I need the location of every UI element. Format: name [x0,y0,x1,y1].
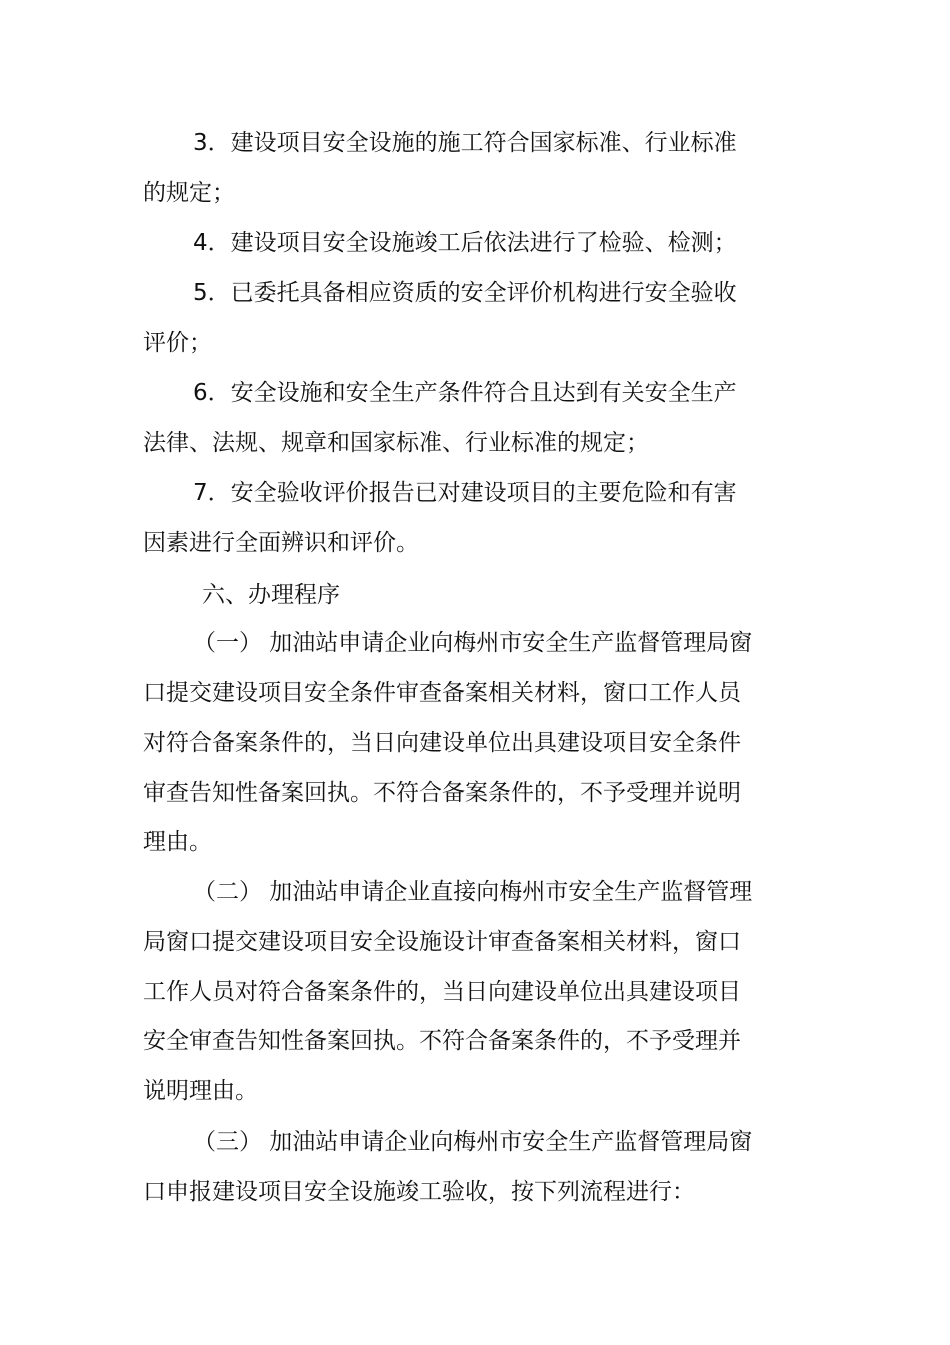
step-1-line-5: 理由。 [143,829,212,855]
step-1-line-1: （一） 加油站申请企业向梅州市安全生产监督管理局窗 [193,630,753,656]
step-1-line-3: 对符合备案条件的，当日向建设单位出具建设项目安全条件 [143,730,741,756]
step-3-line-1: （三） 加油站申请企业向梅州市安全生产监督管理局窗 [193,1129,753,1155]
item-5-line-1: 5．已委托具备相应资质的安全评价机构进行安全验收 [193,280,737,306]
step-1-line-2: 口提交建设项目安全条件审查备案相关材料，窗口工作人员 [143,680,741,706]
item-3-line-1: 3．建设项目安全设施的施工符合国家标准、行业标准 [193,130,737,156]
item-3-line-2: 的规定； [143,180,235,206]
step-2-line-1: （二） 加油站申请企业直接向梅州市安全生产监督管理 [193,879,753,905]
step-2-line-2: 局窗口提交建设项目安全设施设计审查备案相关材料，窗口 [143,929,741,955]
step-2-line-5: 说明理由。 [143,1078,258,1104]
step-3-line-2: 口申报建设项目安全设施竣工验收，按下列流程进行： [143,1179,695,1205]
item-4-line-1: 4．建设项目安全设施竣工后依法进行了检验、检测； [193,230,737,256]
step-2-line-4: 安全审查告知性备案回执。不符合备案条件的，不予受理并 [143,1028,741,1054]
item-7-line-1: 7．安全验收评价报告已对建设项目的主要危险和有害 [193,480,737,506]
item-6-line-2: 法律、法规、规章和国家标准、行业标准的规定； [143,430,649,456]
section-heading: 六、办理程序 [202,582,340,608]
item-6-line-1: 6．安全设施和安全生产条件符合且达到有关安全生产 [193,380,737,406]
item-7-line-2: 因素进行全面辨识和评价。 [143,530,419,556]
step-2-line-3: 工作人员对符合备案条件的，当日向建设单位出具建设项目 [143,979,741,1005]
step-1-line-4: 审查告知性备案回执。不符合备案条件的，不予受理并说明 [143,780,741,806]
item-5-line-2: 评价； [143,330,212,356]
